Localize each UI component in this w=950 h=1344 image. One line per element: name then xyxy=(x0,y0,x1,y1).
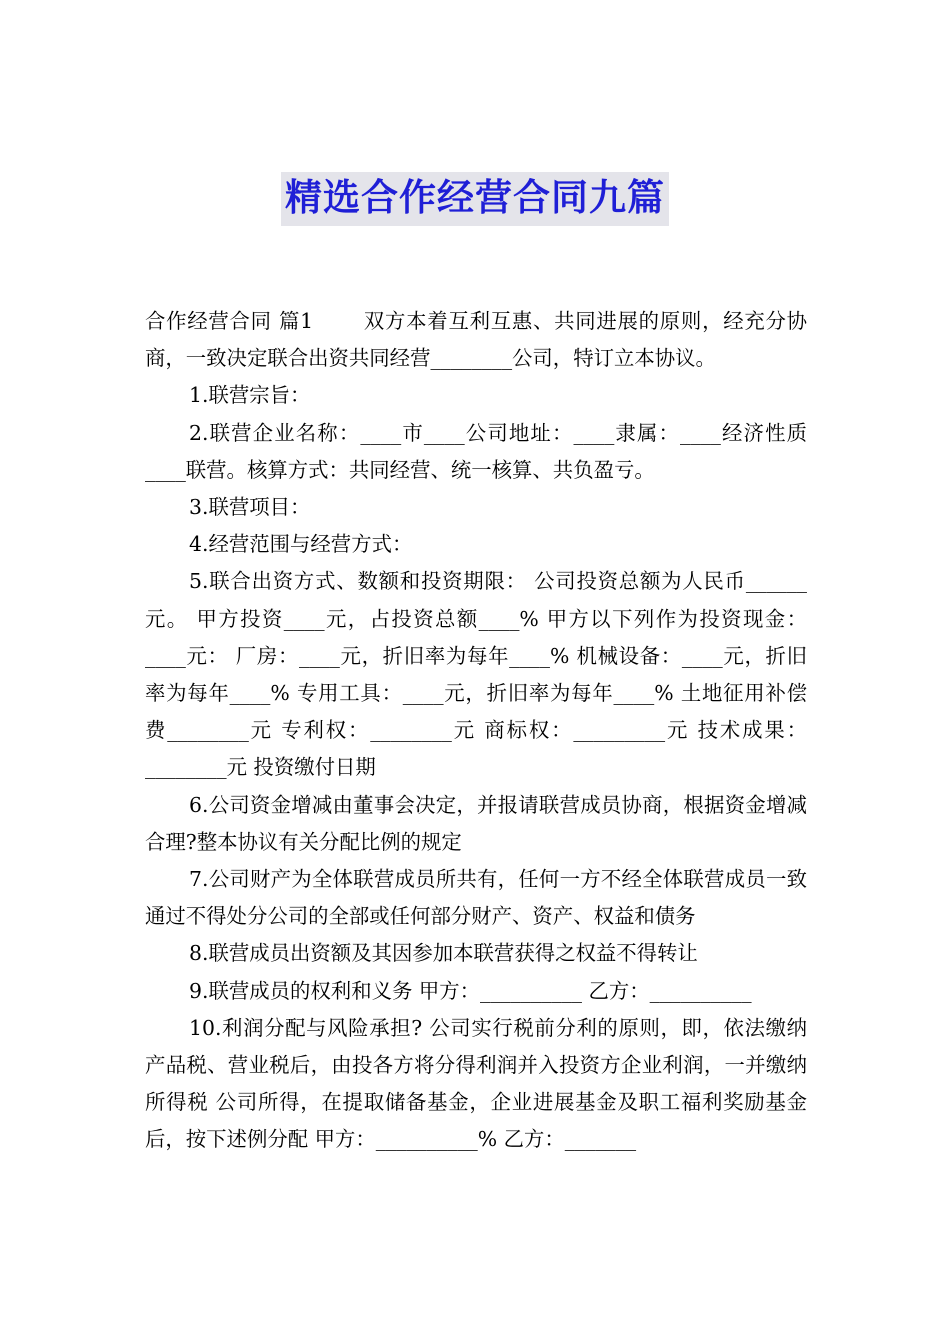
clause-5: 5.联合出资方式、数额和投资期限： 公司投资总额为人民币______元。 甲方投资____元，占投资总额____% 甲方以下列作为投资现金：____元： 厂房：____元，折旧率为每年____% 机械设备：____元，折旧率为每年____% 专用工具：____元，折旧率为每年____% 土地征用补偿费________元 专利权：________元 商标权：_________元 技术成果：________元 投资缴付日期 xyxy=(145,569,807,780)
intro-paragraph xyxy=(145,303,807,377)
document-title: 精选合作经营合同九篇 xyxy=(281,172,669,226)
clause-9: 9.联营成员的权利和义务 甲方：__________ 乙方：__________ xyxy=(189,978,752,1003)
document-body xyxy=(145,303,807,1159)
clause-10: 10.利润分配与风险承担? 公司实行税前分利的原则，即，依法缴纳产品税、营业税后，由投各方将分得利润并入投资方企业利润，一并缴纳所得税 公司所得，在提取储备基金，企业进展基金及职工福利奖励基金后，按下述例分配 甲方：__________% 乙方：_______ xyxy=(145,1015,807,1152)
title-container xyxy=(0,172,950,226)
clause-8: 8.联营成员出资额及其因参加本联营获得之权益不得转让 xyxy=(189,941,698,966)
clause-1: 1.联营宗旨： xyxy=(189,383,311,408)
contract-heading: 合作经营合同 篇1 xyxy=(145,309,314,333)
intro-text: 双方本着互利互惠、共同进展的原则，经充分协商，一致决定联合出资共同经营________公司，特订立本协议。 xyxy=(145,309,807,371)
clause-4: 4.经营范围与经营方式： xyxy=(189,532,413,557)
clause-7: 7.公司财产为全体联营成员所共有，任何一方不经全体联营成员一致通过不得处分公司的全部或任何部分财产、资产、权益和债务 xyxy=(145,867,807,929)
clause-2: 2.联营企业名称：____市____公司地址：____隶属：____经济性质____联营。核算方式：共同经营、统一核算、共负盈亏。 xyxy=(145,420,807,482)
clause-6: 6.公司资金增减由董事会决定，并报请联营成员协商，根据资金增减合理?整本协议有关分配比例的规定 xyxy=(145,792,807,854)
clause-3: 3.联营项目： xyxy=(189,495,311,520)
